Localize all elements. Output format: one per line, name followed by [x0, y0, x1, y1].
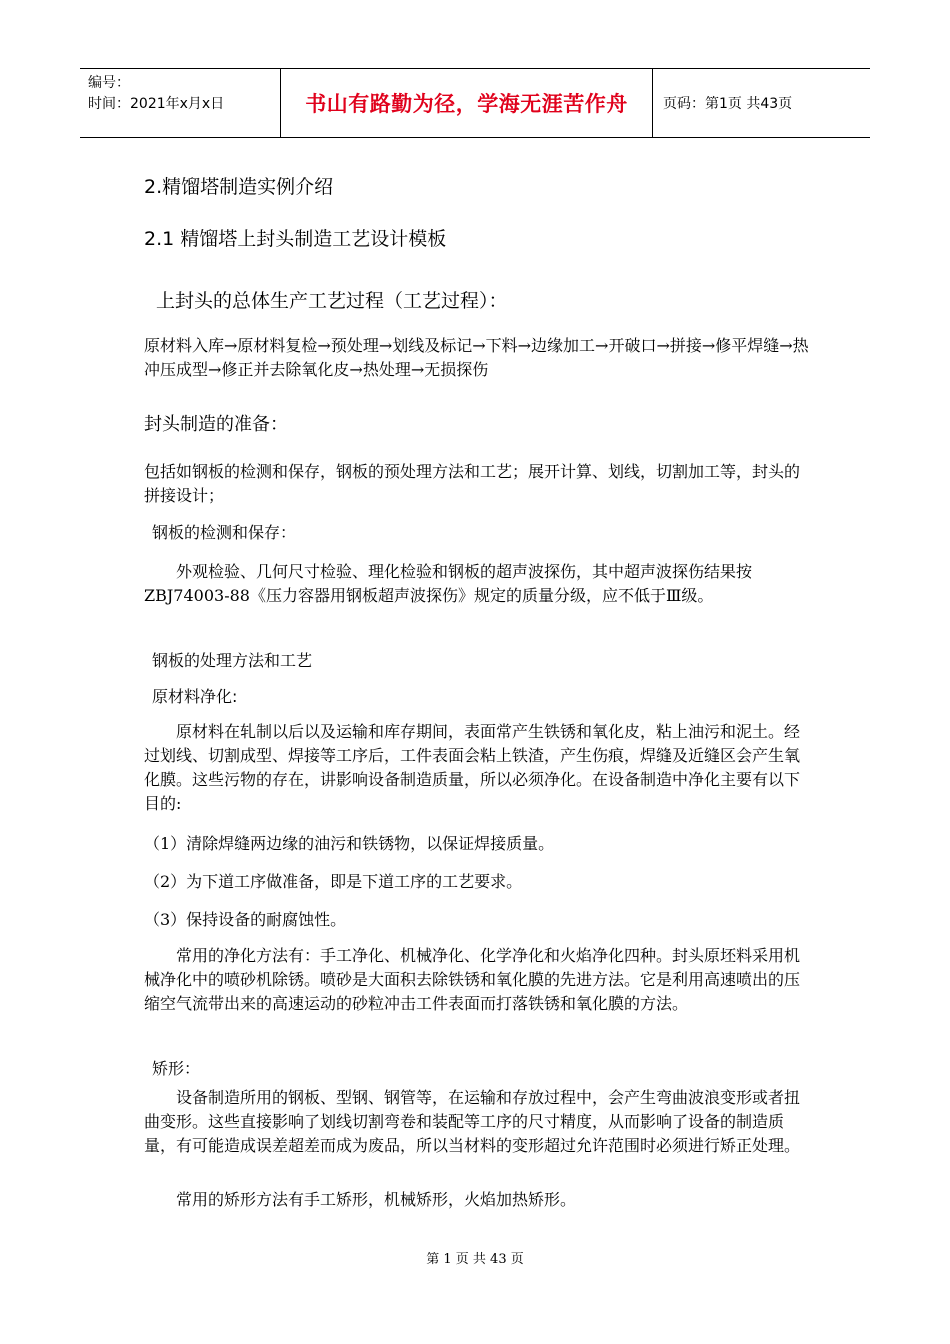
- treatment-heading: 钢板的处理方法和工艺: [152, 651, 313, 670]
- header-meta: [80, 69, 280, 137]
- page-header: [80, 68, 870, 138]
- process-heading: 上封头的总体生产工艺过程（工艺过程）：: [156, 290, 508, 312]
- purification-heading: 原材料净化:: [152, 687, 238, 706]
- subsection-heading: 2.1 精馏塔上封头制造工艺设计模板: [144, 228, 447, 250]
- straightening-methods-text: 常用的矫形方法有手工矫形，机械矫形，火焰加热矫形。: [176, 1190, 577, 1209]
- inspection-heading: 钢板的检测和保存：: [152, 523, 297, 542]
- document-number-label: 编号：: [88, 75, 130, 91]
- process-flow-text: 原材料入库→原材料复检→预处理→划线及标记→下料→边缘加工→开破口→拼接→修平焊缝→热冲压成型→修正并去除氧化皮→热处理→无损探伤: [144, 336, 809, 379]
- list-item: （1）清除焊缝两边缘的油污和铁锈物，以保证焊接质量。: [144, 834, 555, 853]
- inspection-text: 外观检验、几何尺寸检验、理化检验和钢板的超声波探伤，其中超声波探伤结果按ZBJ74003-88《压力容器用钢板超声波探伤》规定的质量分级，应不低于Ⅲ级。: [144, 562, 753, 605]
- document-time-label: 时间：2021年x月x日: [88, 96, 225, 112]
- header-motto: 书山有路勤为径，学海无涯苦作舟: [280, 69, 653, 137]
- list-item: （2）为下道工序做准备，即是下道工序的工艺要求。: [144, 872, 523, 891]
- preparation-heading: 封头制造的准备：: [144, 414, 288, 435]
- methods-text: 常用的净化方法有：手工净化、机械净化、化学净化和火焰净化四种。封头原坯料采用机械净化中的喷砂机除锈。喷砂是大面积去除铁锈和氧化膜的先进方法。它是利用高速喷出的压缩空气流带出来的高速运动的砂粒冲击工件表面而打落铁锈和氧化膜的方法。: [144, 946, 801, 1013]
- header-page-number: 页码：第1页 共43页: [663, 96, 793, 112]
- preparation-text: 包括如钢板的检测和保存，钢板的预处理方法和工艺；展开计算、划线，切割加工等，封头的拼接设计；: [144, 462, 801, 505]
- purification-text: 原材料在轧制以后以及运输和库存期间，表面常产生铁锈和氧化皮，粘上油污和泥土。经过划线、切割成型、焊接等工序后，工件表面会粘上铁渣，产生伤痕，焊缝及近缝区会产生氧化膜。这些污物的存在，讲影响设备制造质量，所以必须净化。在设备制造中净化主要有以下目的:: [144, 722, 801, 813]
- section-heading: 2.精馏塔制造实例介绍: [144, 176, 334, 198]
- straightening-heading: 矫形：: [152, 1059, 201, 1078]
- list-item: （3）保持设备的耐腐蚀性。: [144, 910, 347, 929]
- straightening-text: 设备制造所用的钢板、型钢、钢管等，在运输和存放过程中，会产生弯曲波浪变形或者扭曲变形。这些直接影响了划线切割弯卷和装配等工序的尺寸精度，从而影响了设备的制造质量，有可能造成误差超差而成为废品，所以当材料的变形超过允许范围时必须进行矫正处理。: [144, 1088, 801, 1155]
- page-footer: 第 1 页 共 43 页: [426, 1252, 524, 1267]
